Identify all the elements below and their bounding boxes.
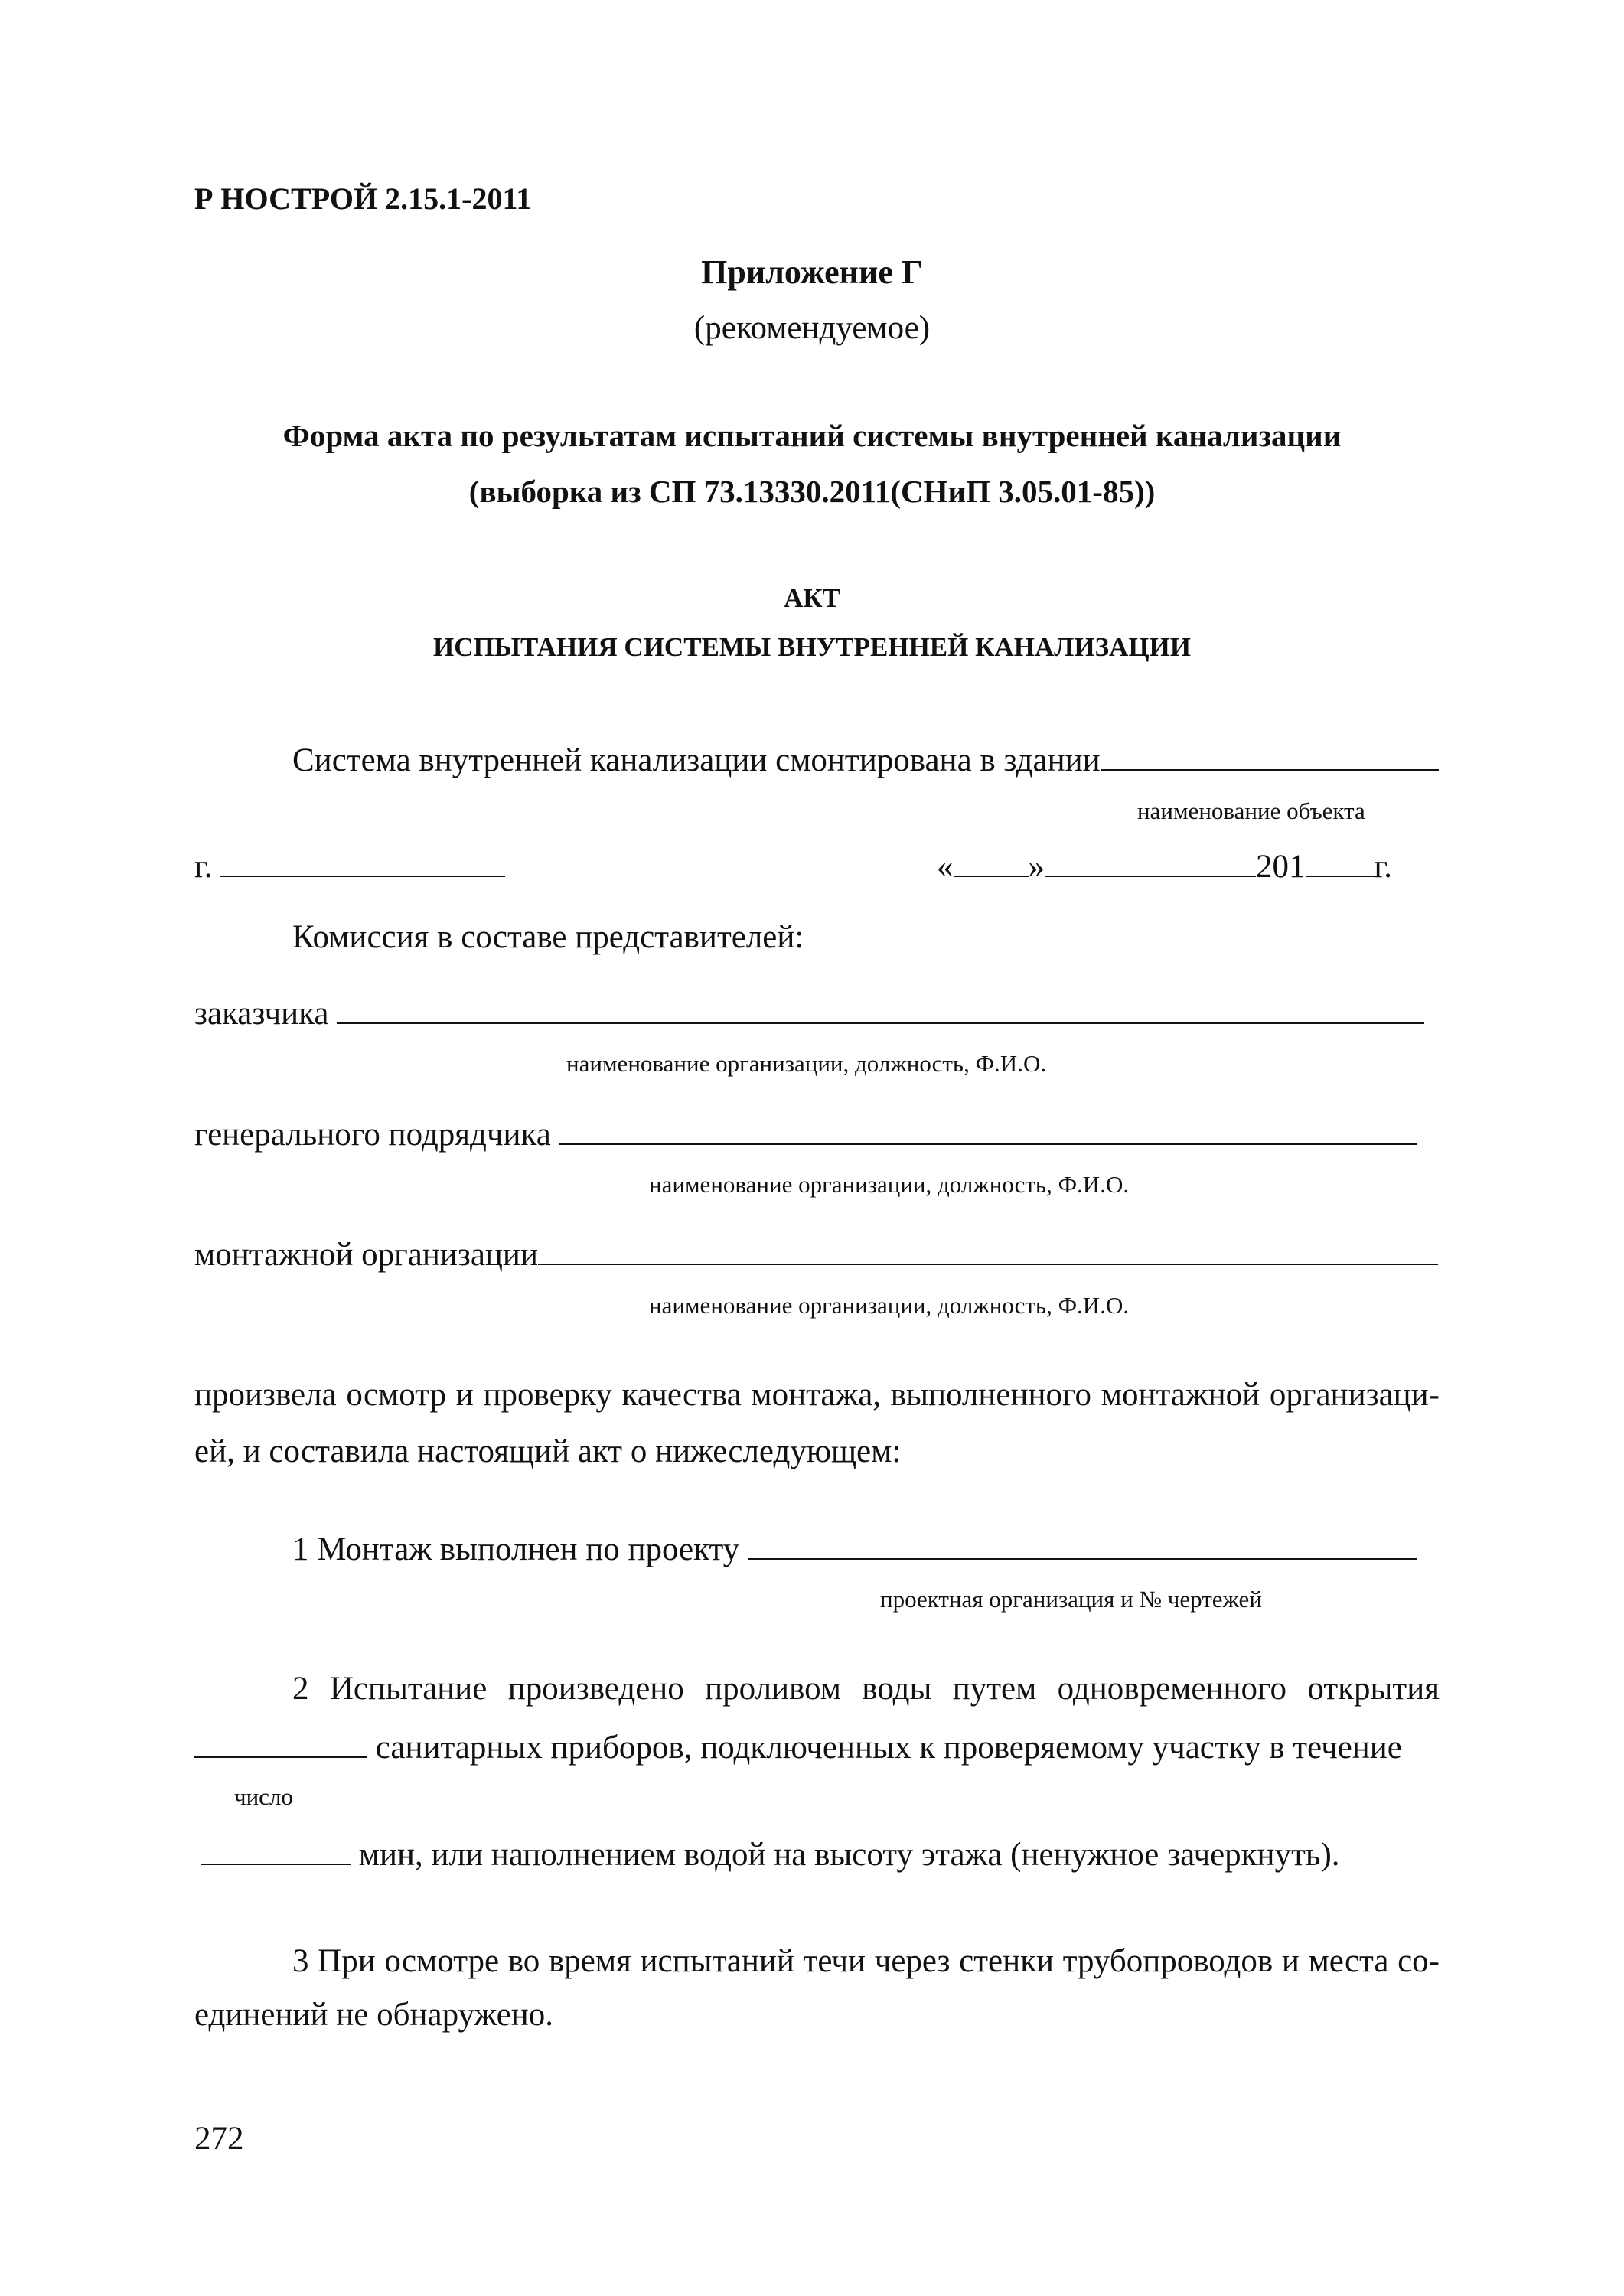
city-line bbox=[194, 844, 505, 885]
year-suffix: г. bbox=[1374, 848, 1393, 885]
item2-line-2: санитарных приборов, подключенных к проверяемому участку в течение bbox=[375, 1729, 1402, 1766]
day-field[interactable] bbox=[954, 844, 1029, 877]
act-subtitle: ИСПЫТАНИЯ СИСТЕМЫ ВНУТРЕННЕЙ КАНАЛИЗАЦИИ bbox=[432, 632, 1192, 662]
item1-text: 1 Монтаж выполнен по проекту bbox=[292, 1531, 740, 1567]
city-prefix: г. bbox=[194, 848, 213, 885]
inspection-line-1: произвела осмотр и проверку качества монтажа, выполненного монтажной организаци- bbox=[194, 1377, 1440, 1413]
city-field[interactable] bbox=[220, 844, 505, 877]
appendix-title: Приложение Г bbox=[701, 253, 923, 291]
month-field[interactable] bbox=[1045, 844, 1256, 877]
document-code: Р НОСТРОЙ 2.15.1-2011 bbox=[194, 181, 532, 216]
form-title-line1: Форма акта по результатам испытаний системы внутренней канализации bbox=[282, 418, 1342, 453]
installer-label: монтажной организации bbox=[194, 1236, 538, 1273]
item2-line-2-row bbox=[194, 1725, 1402, 1766]
customer-row bbox=[194, 991, 1424, 1032]
installer-caption: наименование организации, должность, Ф.И.О. bbox=[649, 1292, 1130, 1319]
object-caption: наименование объекта bbox=[1137, 797, 1365, 824]
year-prefix: 201 bbox=[1256, 848, 1306, 885]
item1-caption: проектная организация и № чертежей bbox=[880, 1586, 1262, 1613]
project-field[interactable] bbox=[748, 1527, 1417, 1560]
general-contractor-label: генерального подрядчика bbox=[194, 1116, 551, 1153]
commission-line: Комиссия в составе представителей: bbox=[292, 919, 804, 955]
item2-line-3: мин, или наполнением водой на высоту этажа (ненужное зачеркнуть). bbox=[358, 1836, 1340, 1873]
system-line-text: Система внутренней канализации смонтирована в здании bbox=[292, 742, 1101, 778]
item2-caption: число bbox=[234, 1783, 293, 1810]
item3-line-2: единений не обнаружено. bbox=[194, 1997, 553, 2033]
system-line bbox=[292, 738, 1439, 779]
customer-label: заказчика bbox=[194, 995, 329, 1032]
act-title: АКТ bbox=[784, 583, 840, 613]
item3-line-1: 3 При осмотре во время испытаний течи через стенки трубопроводов и места со- bbox=[292, 1943, 1440, 1979]
year-field[interactable] bbox=[1306, 844, 1375, 877]
date-close-quote: » bbox=[1028, 848, 1045, 885]
fixtures-count-field[interactable] bbox=[194, 1725, 367, 1758]
customer-caption: наименование организации, должность, Ф.И.О. bbox=[566, 1050, 1047, 1077]
item2-line-1: 2 Испытание произведено проливом воды путем одновременного открытия bbox=[292, 1671, 1440, 1707]
general-contractor-caption: наименование организации, должность, Ф.И.О. bbox=[649, 1171, 1130, 1198]
item2-line-3-row bbox=[201, 1832, 1340, 1874]
appendix-subtitle: (рекомендуемое) bbox=[693, 310, 931, 346]
minutes-field[interactable] bbox=[201, 1832, 351, 1865]
date-line bbox=[937, 844, 1392, 885]
form-title-line2: (выборка из СП 73.13330.2011(СНиП 3.05.01-85)) bbox=[468, 474, 1156, 509]
installer-field[interactable] bbox=[538, 1232, 1438, 1265]
installer-row bbox=[194, 1232, 1438, 1274]
object-name-field[interactable] bbox=[1101, 738, 1439, 771]
page-number: 272 bbox=[194, 2121, 244, 2157]
item1-row bbox=[292, 1527, 1417, 1568]
general-contractor-row bbox=[194, 1112, 1417, 1153]
general-contractor-field[interactable] bbox=[559, 1112, 1417, 1145]
inspection-line-2: ей, и составила настоящий акт о нижеследующем: bbox=[194, 1433, 902, 1469]
customer-field[interactable] bbox=[337, 991, 1424, 1024]
date-open-quote: « bbox=[937, 848, 954, 885]
